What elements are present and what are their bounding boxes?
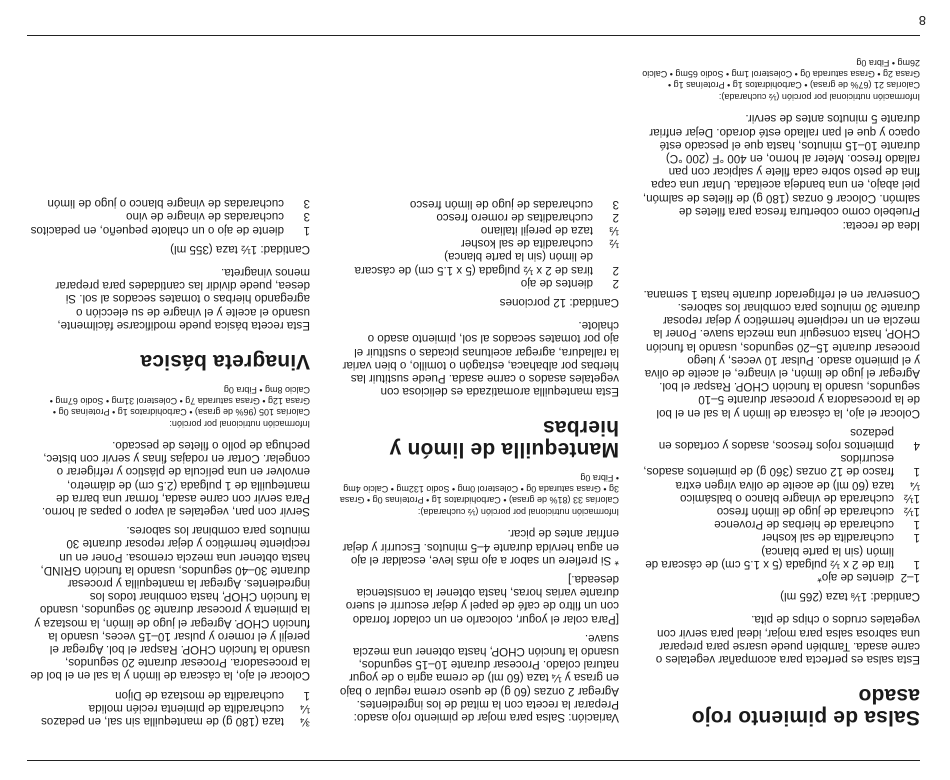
ingredient-row: 1½ cucharada de jugo de limón fresco xyxy=(716,504,920,518)
vinagreta-ingredients xyxy=(30,197,310,237)
ingredient-row: 3 cucharadas de vinagre de vino xyxy=(126,210,310,224)
middle-column xyxy=(339,197,619,728)
vinagreta-intro: Esta receta básica puede modificarse fácilmente, usando el aceite y el vinagre de su elección o agregando hierbas o tomates secados al sol. Si desea, puede dividir las cantidades para preparar menos vinagreta. xyxy=(55,265,310,332)
salsa-column xyxy=(642,288,920,728)
salsa-intro: Esta salsa es perfecta para acompañar vegetales o carne asada. También puede usarse para preparar una sabrosa salsa para mojar, ideal para servir con vegetales crudos o chips de pita. xyxy=(655,613,920,666)
mantequilla-serving: Servir con pan, vegetales al vapor o papas al horno. Para servir con carne asada, formar una barra de mantequilla de 1 pulgada (2.5 cm) de diámetro, envolver en una película de plástico y refrigerar o congelar. Cortar en rodajas finas y servir con bistec, pechuga de pollo o filetes de pescado. xyxy=(41,438,310,518)
page-number: 8 xyxy=(918,13,926,28)
idea-block xyxy=(642,45,920,232)
top-rule xyxy=(27,760,920,761)
idea-text: Pruebelo como cobertura fresca para filetes de salmón. Colocar 6 onzas (180 g) de filetes de salmón, piel abajo, en una bandeja aceitada. Untar una capa fina de pesto sobre cada filete y salpicar con pan rallado fresco. Meter al horno, en 400 °F (200 °C) durante 10–15 minutos, hasta que el pescado esté opaco y que el pan rallado esté dorado. Dejar enfriar durante 5 minutos antes de servir. xyxy=(642,112,920,218)
ingredient-row: ¾ taza (180 g) de mantequilla sin sal, en pedazos xyxy=(41,715,310,728)
ingredient-row: 3 cucharadas de vinagre blanco o jugo de limón xyxy=(47,197,310,211)
ingredient-row: 3 cucharadas de jugo de limón fresco xyxy=(409,197,619,211)
ingredient-row: 1 frasco de 12 onzas (360 g) de pimientos asados, escurridos xyxy=(643,452,920,479)
ingredient-row: 1 diente de ajo o un chalote pequeño, en pedacitos xyxy=(30,223,310,237)
ingredient-row: 1 cucharadita de sal kosher xyxy=(761,531,920,545)
ingredient-row: ¼ taza (60 ml) de aceite de oliva virgen extra xyxy=(675,478,920,492)
mantequilla-ingredients xyxy=(339,197,619,289)
salsa-nutrition: Información nutricional por porción (½ cucharada): Calorías 33 (81% de grasa) • Carbohidratos 1g • Proteínas 0g • Grasa 3g • Grasa saturada 0g • Colesterol 0mg • Sodio 132mg • Calcio 4mg • Fibra 0g xyxy=(339,473,619,518)
mantequilla-nutrition: Información nutricional por porción: Calorías 105 (96% de grasa) • Carbohidratos 1g • Proteínas 0g • Grasa 12g • Grasa saturada 7g • Colesterol 31mg • Sodio 67mg • Calcio 8mg • Fibra 0g xyxy=(49,384,310,429)
idea-label: Idea de receta: xyxy=(842,219,920,232)
salsa-variation xyxy=(339,632,619,724)
ingredient-row: 1½ cucharada de vinagre blanco o balsámico xyxy=(680,491,920,505)
ingredient-row: 2 dientes de ajo xyxy=(520,276,619,290)
salsa-yield: Cantidad: 1⅛ taza (265 ml) xyxy=(780,590,920,604)
right-column xyxy=(30,197,310,728)
idea-nutrition: Información nutricional por porción (½ cucharada): Calorías 21 (67% de grasa) • Carbohidratos 1g • Proteínas 1g • Grasa 2g • Grasa saturada 0g • Colesterol 1mg • Sodio 65mg • Calcio 26mg • Fibra 0g xyxy=(642,58,920,103)
bottom-rule xyxy=(27,35,920,36)
ingredient-row: 4 pimientos rojos frescos, asados y cortados en pedazos xyxy=(658,425,920,452)
salsa-ingredients xyxy=(642,426,920,584)
variation-label: Variación: xyxy=(568,711,619,724)
salsa-step: Colocar el ajo, la cáscara de limón y la sal en el bol de la procesadora y procesar durante 5–10 segundos, usando la función CHOP. Raspar el bol. Agregar el jugo de limón, el vinagre, el aceite de oliva y el pimiento asado. Pulsar 10 veces, y luego procesar durante 15–20 segundos, usando la función CHOP, hasta conseguir una mezcla suave. Poner la mezcla en un recipiente hermético y dejar reposar durante 30 minutos para combinar los sabores. Conservar en el refrigerador durante hasta 1 semana. xyxy=(643,287,920,420)
mantequilla-yield: Cantidad: 12 porciones xyxy=(499,295,619,309)
ingredient-row: 1 cucharadita de mostaza de Dijon xyxy=(115,688,310,702)
salsa-footnote: * Si prefiere un sabor a ajo más leve, escaldar el ajo en agua hervida durante 4–5 minutos. Escurrir y dejar enfriar antes de picar. xyxy=(342,527,619,567)
vinagreta-title: Vinagreta básica xyxy=(140,349,310,373)
ingredient-row: 1 tira de 2 x ½ pulgada (5 x 1.5 cm) de cáscara de limón (sin la parte blanca) xyxy=(645,544,920,571)
vinagreta-yield: Cantidad: 1½ taza (355 ml) xyxy=(170,242,310,256)
mantequilla-step: Colocar el ajo, la cáscara de limón y la sal en el bol de la procesadora. Procesar durante 20 segundos, usando la función CHOP. Raspar el bol. Agregar el perejil y el romero y pulsar 10–15 veces, usando la función CHOP. Agregar el jugo de limón, la mostaza y la pimienta y procesar durante 30 segundos, usando la función CHOP, hasta combinar todos los ingredientes. Agregar la mantequilla y procesar durante 30–40 segundos, usando la función GRIND, hasta obtener una mezcla cremosa. Poner en un recipiente hermético y dejar reposar durante 30 minutos para combinar los sabores. xyxy=(30,524,310,683)
ingredient-row: ⅓ taza de perejil italiano xyxy=(480,223,619,237)
mantequilla-ingredients-cont xyxy=(30,688,310,728)
mantequilla-title: Mantequilla de limón y hierbas xyxy=(389,416,619,462)
ingredient-row: 2 tiras de 2 x ½ pulgada (5 x 1.5 cm) de cáscara de limón (sin la parte blanca) xyxy=(354,250,619,277)
ingredient-row: 2 cucharaditas de romero fresco xyxy=(436,210,619,224)
mantequilla-intro: Esta mantequilla aromatizada es deliciosa con vegetales asados o carne asada. Puede sustituir las hierbas por albahaca, estragón o tomillo, o bien variar la ralladura, agregar aceitunas picadas o sustituir el ajo por tomates secados al sol, pimiento asado o chalote. xyxy=(342,319,619,399)
ingredient-row: ½ cucharadita de sal kosher xyxy=(460,237,619,251)
variation-text: Salsa para mojar de pimiento rojo asado: Preparar la receta con la mitad de los ingredientes. Agregar 2 onzas (60 g) de queso crema regular o bajo en grasa y ¼ taza (60 ml) de crema agria o de yogur natural colado. Procesar durante 10–15 segundos, usando la función CHOP, hasta obtener una mezcla suave. xyxy=(339,631,619,724)
salsa-title: Salsa de pimiento rojo asado xyxy=(691,684,920,729)
ingredient-row: 1 cucharada de hierbas de Provence xyxy=(714,518,920,532)
ingredient-row: ¼ cucharadita de pimienta recién molida xyxy=(88,701,310,715)
yogurt-note: [Para colar el yogur, colocarlo en un colador forrado con un filtro de café de papel y dejar escurrir el suero durante varias horas, hasta obtener la consistencia deseada.] xyxy=(345,572,619,626)
ingredient-row: 1–2 dientes de ajo* xyxy=(817,570,920,584)
